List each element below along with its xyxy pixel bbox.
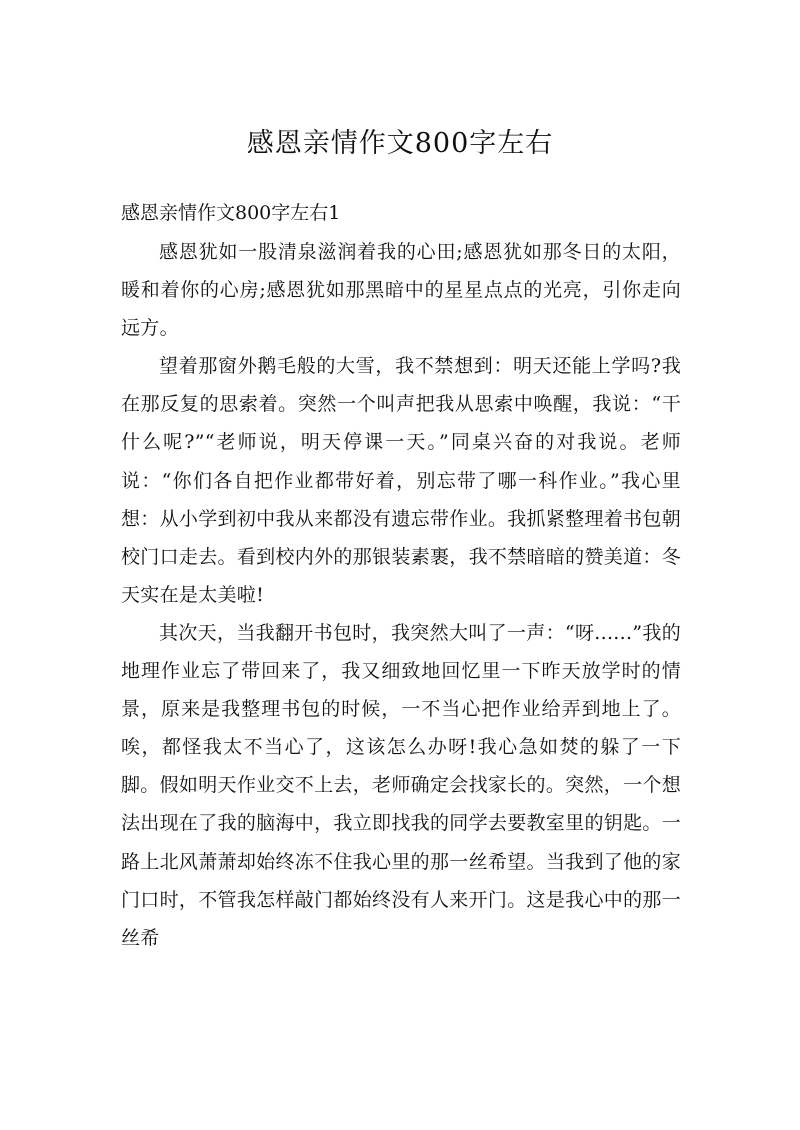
paragraph-3: 其次天，当我翻开书包时，我突然大叫了一声：“呀......”我的地理作业忘了带回来了，我又细致地回忆里一下昨天放学时的情景，原来是我整理书包的时候，一不当心把作业给弄到地上了。唉，都怪我太不当心了，这该怎么办呀!我心急如焚的躲了一下脚。假如明天作业交不上去，老师确定会找家长的。突然，一个想法出现在了我的脑海中，我立即找我的同学去要教室里的钥匙。一路上北风萧萧却始终冻不住我心里的那一丝希望。当我到了他的家门口时，不管我怎样敲门都始终没有人来开门。这是我心中的那一丝希 xyxy=(121,621,681,949)
document-body xyxy=(121,233,681,957)
section-heading: 感恩亲情作文800字左右1 xyxy=(121,202,341,224)
paragraph-1: 感恩犹如一股清泉滋润着我的心田;感恩犹如那冬日的太阳，暖和着你的心房;感恩犹如那黑暗中的星星点点的光亮，引你走向远方。 xyxy=(121,241,681,340)
paragraph-2: 望着那窗外鹅毛般的大雪，我不禁想到：明天还能上学吗?我在那反复的思索着。突然一个叫声把我从思索中唤醒，我说：“干什么呢?”“老师说，明天停课一天。”同桌兴奋的对我说。老师说：“你们各自把作业都带好着，别忘带了哪一科作业。”我心里想：从小学到初中我从来都没有遗忘带作业。我抓紧整理着书包朝校门口走去。看到校内外的那银装素裹，我不禁暗暗的赞美道：冬天实在是太美啦! xyxy=(121,355,681,606)
document-title: 感恩亲情作文800字左右 xyxy=(246,128,554,159)
